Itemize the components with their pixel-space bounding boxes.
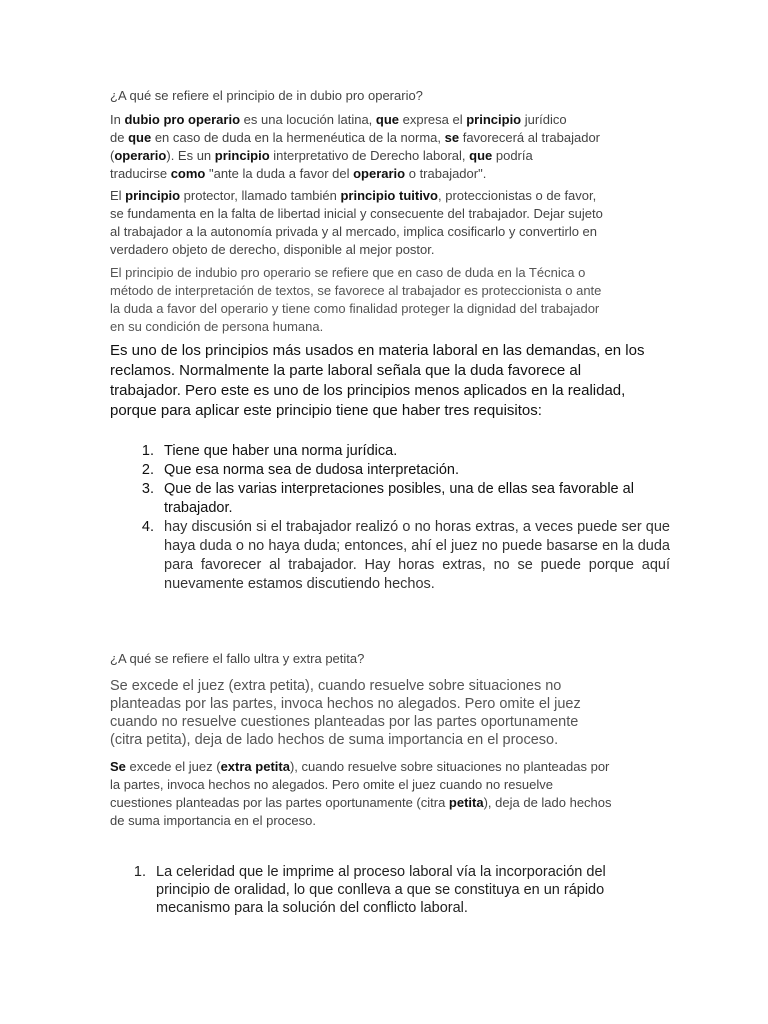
list-item: 1. La celeridad que le imprime al proceso laboral vía la incorporación del principio de oralidad, lo que conlleva a que se constituya en un rápido mecanismo para la solución del conflicto laboral. xyxy=(133,864,606,916)
list-item: 2. Que esa norma sea de dudosa interpretación. xyxy=(141,462,460,478)
celerity-list xyxy=(110,863,650,917)
requirements-list xyxy=(110,442,670,594)
paragraph-indubio-purpose: El principio de indubio pro operario se refiere que en caso de duda en la Técnica o método de interpretación de textos, se favorece al trabajador es proteccionista o ante la duda a favor del operario y tiene como finalidad proteger la dignidad del trabajador en su condición de persona humana. xyxy=(110,265,602,334)
paragraph-usage: Es uno de los principios más usados en materia laboral en las demandas, en los reclamos. Normalmente la parte laboral señala que la duda favorece al trabajador. Pero este es uno de los principios menos aplicados en la realidad, porque para aplicar este principio tiene que haber tres requisitos: xyxy=(110,342,645,419)
paragraph-extra-petita: Se excede el juez (extra petita), cuando resuelve sobre situaciones no planteadas por las partes, invoca hechos no alegados. Pero omite el juez cuando no resuelve cuestiones planteadas por las partes oportunamente (citra petita), deja de lado hechos de suma importancia en el proceso. xyxy=(110,678,581,748)
question-heading-1: ¿A qué se refiere el principio de in dubio pro operario? xyxy=(110,88,423,103)
list-item: 4. hay discusión si el trabajador realizó o no horas extras, a veces puede ser que haya duda o no haya duda; entonces, ahí el juez no puede basarse en la duda para favorecer al trabajador. Hay horas extras, no se puede porque aquí nuevamente estamos discutiendo hechos. xyxy=(141,519,670,592)
question-heading-2: ¿A qué se refiere el fallo ultra y extra petita? xyxy=(110,651,365,666)
paragraph-extra-petita-repeat: Se excede el juez (extra petita), cuando resuelve sobre situaciones no planteadas por la partes, invoca hechos no alegados. Pero omite el juez cuando no resuelve cuestiones planteadas por las partes oportunamente (citra petita), deja de lado hechos de suma importancia en el proceso. xyxy=(110,759,612,828)
paragraph-definition: In dubio pro operario es una locución latina, que expresa el principio jurídico de que en caso de duda en la hermenéutica de la norma, se favorecerá al trabajador (operario). Es un principio interpretativo de Derecho laboral, que podría traducirse como "ante la duda a favor del operario o trabajador". xyxy=(110,112,601,181)
list-item: 3. Que de las varias interpretaciones posibles, una de ellas sea favorable al trabajador. xyxy=(141,481,634,516)
paragraph-protector-principle: El principio protector, llamado también principio tuitivo, proteccionistas o de favor, se fundamenta en la falta de libertad inicial y consecuente del trabajador. Dejar sujeto al trabajador a la autonomía privada y al mercado, implica cosificarlo y convertirlo en verdadero objeto de derecho, disponible al mejor postor. xyxy=(110,188,603,257)
list-item: 1. Tiene que haber una norma jurídica. xyxy=(141,443,398,459)
